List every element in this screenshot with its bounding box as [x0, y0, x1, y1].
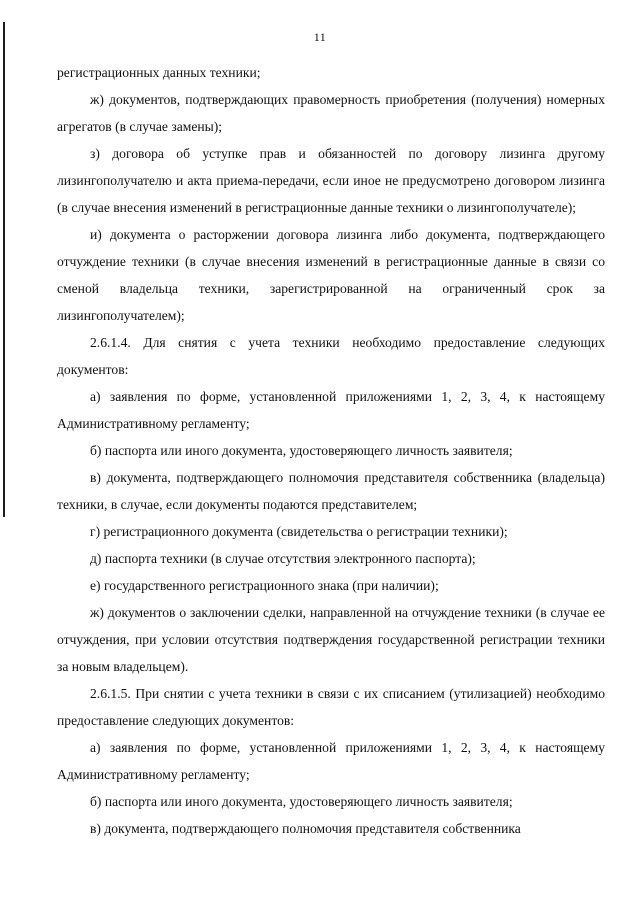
paragraph-item-v: в) документа, подтверждающего полномочия представителя собственника (владельца) техники, в случае, если документы подаются представителем;: [57, 470, 605, 512]
paragraph-item-e: е) государственного регистрационного знака (при наличии);: [90, 578, 439, 593]
paragraph-item-b-2: б) паспорта или иного документа, удостоверяющего личность заявителя;: [90, 794, 513, 809]
paragraph-item-d: д) паспорта техники (в случае отсутствия электронного паспорта);: [90, 551, 476, 566]
document-body: [57, 59, 605, 842]
paragraph-continuation: регистрационных данных техники;: [57, 65, 261, 80]
paragraph-section-2-6-1-4: 2.6.1.4. Для снятия с учета техники необходимо предоставление следующих документов:: [57, 335, 605, 377]
paragraph-item-zh: ж) документов, подтверждающих правомерность приобретения (получения) номерных агрегатов (в случае замены);: [57, 92, 605, 134]
paragraph-item-b: б) паспорта или иного документа, удостоверяющего личность заявителя;: [90, 443, 513, 458]
paragraph-section-2-6-1-5: 2.6.1.5. При снятии с учета техники в связи с их списанием (утилизацией) необходимо предоставление следующих документов:: [57, 686, 605, 728]
paragraph-item-v-2: в) документа, подтверждающего полномочия представителя собственника: [90, 821, 521, 836]
paragraph-item-z: з) договора об уступке прав и обязанностей по договору лизинга другому лизингополучателю и акта приема-передачи, если иное не предусмотрено договором лизинга (в случае внесения изменений в регистрационные данные техники о лизингополучателе);: [57, 146, 605, 215]
page-number: 11: [313, 30, 327, 44]
paragraph-item-a: а) заявления по форме, установленной приложениями 1, 2, 3, 4, к настоящему Административному регламенту;: [57, 389, 605, 431]
left-margin-line: [3, 22, 5, 517]
paragraph-item-i: и) документа о расторжении договора лизинга либо документа, подтверждающего отчуждение техники (в случае внесения изменений в регистрационные данные в связи со сменой владельца техники, зарегистрированной на ограниченный срок за лизингополучателем);: [57, 227, 605, 323]
paragraph-item-a-2: а) заявления по форме, установленной приложениями 1, 2, 3, 4, к настоящему Административному регламенту;: [57, 740, 605, 782]
paragraph-item-g: г) регистрационного документа (свидетельства о регистрации техники);: [90, 524, 508, 539]
paragraph-item-zh-2: ж) документов о заключении сделки, направленной на отчуждение техники (в случае ее отчуждения, при условии отсутствия подтверждения государственной регистрации техники за новым владельцем).: [57, 605, 605, 674]
